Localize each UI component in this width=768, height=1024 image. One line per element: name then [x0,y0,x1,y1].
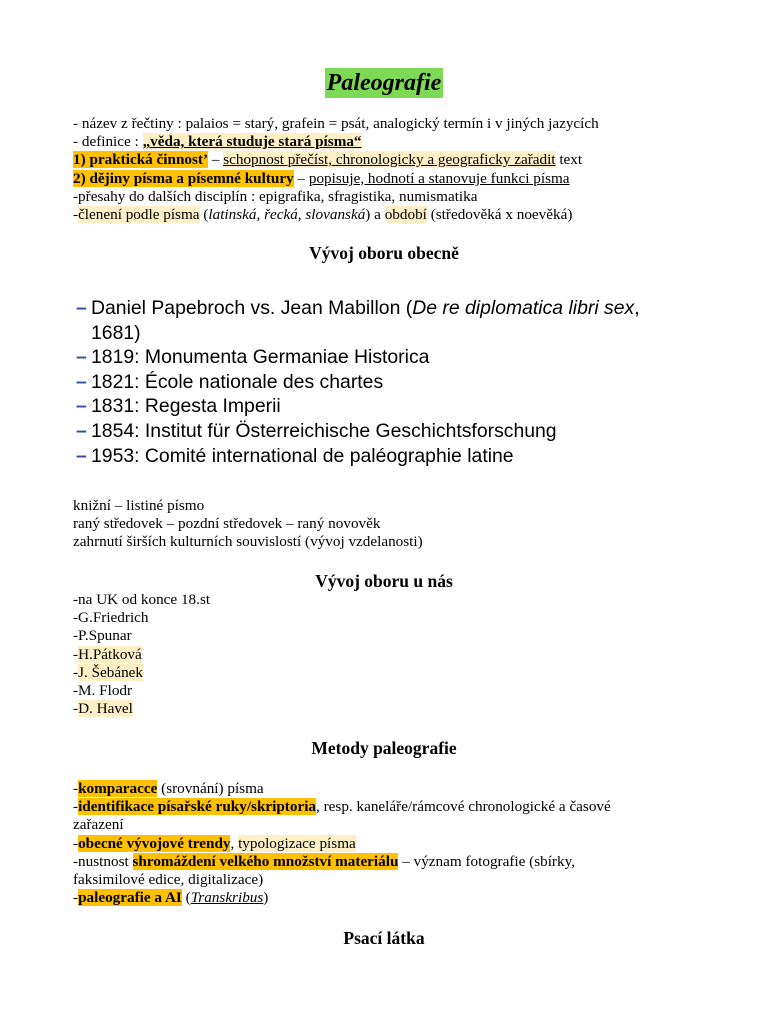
intro-line [73,206,703,224]
bullet-dash-icon: – [76,444,87,467]
text-line: zařazení [73,816,124,834]
text-line [73,835,703,853]
highlight-label: identifikace písařské ruky/skriptoria [78,798,317,816]
text-span: 1681) [91,321,141,344]
text-span: - [73,663,79,681]
bullet-dash-icon: – [76,297,87,319]
text-span: (středověká x noevěká) [426,206,573,224]
text-span: 1819: Monumenta Germaniae Historica [91,346,430,369]
text-span: , [230,834,239,852]
text-line: -P.Spunar [73,627,132,645]
bullet-dash-icon: – [76,395,87,418]
list-item [73,394,693,419]
highlight-text: typologizace písma [238,834,356,852]
text-line: faksimilové edice, digitalizace) [73,871,264,889]
list-item [73,296,693,321]
intro-block [73,115,703,224]
text-span: ( [199,206,209,224]
highlight-text: období [384,206,427,224]
intro-line [73,133,703,151]
text-span: 1854: Institut für Österreichische Geschichtsforschung [91,419,557,442]
text-span: – [208,151,224,169]
list-item-continuation [73,321,693,346]
text-line [73,646,703,664]
page-title: Paleografie [326,70,442,96]
highlight-text: D. Havel [78,700,133,718]
list-item [73,345,693,370]
intro-line: -přesahy do dalších disciplín : epigrafika, sfragistika, numismatika [73,187,478,205]
bullet-dash-icon: – [76,346,87,369]
text-span: Daniel Papebroch vs. Jean Mabillon ( [91,297,413,319]
text-span: 1821: École nationale des chartes [91,370,384,393]
italic-underlined-text: Transkribus [190,889,264,907]
list-item [73,370,693,395]
section-heading: Vývoj oboru u nás [315,571,453,591]
italic-text: latinská, řecká, slovanská [208,206,366,224]
definition-text: „věda, která studuje stará písma“ [142,133,362,151]
history-notes [73,497,703,552]
highlight-label: shromáždení velkého množství materiálu [132,852,399,870]
text-line [73,889,703,907]
czech-history-list [73,591,703,718]
text-span: (srovnání) písma [157,780,264,797]
list-item [73,419,693,444]
text-span: text [555,151,583,169]
text-line [73,700,703,718]
text-span: ( [181,889,191,907]
text-span: - [73,206,79,224]
highlight-text: J. Šebánek [78,663,144,681]
text-line [73,780,703,798]
text-line [73,853,703,871]
text-span: - [73,834,79,852]
text-span: , resp. kaneláře/rámcové chronologické a časové [316,798,611,816]
highlight-text: členení podle písma [78,206,200,224]
intro-line [73,151,703,169]
intro-line [73,170,703,188]
text-line: zahrnutí širších kulturních souvislostí (vývoj vzdelanosti) [73,533,423,551]
text-span: -nustnost [73,852,133,870]
text-span: - definice : [73,133,143,151]
methods-list [73,780,703,907]
text-span: - [73,780,79,797]
underlined-text: popisuje, hodnotí a stanovuje funkci písma [308,169,570,187]
text-span: - [73,645,79,663]
text-line: knižní – listiné písmo [73,497,205,514]
title-wrap [0,68,768,98]
list-item [73,444,693,469]
text-span: 1953: Comité international de paléographie latine [91,444,514,467]
underlined-text: schopnost přečíst, chronologicky a geograficky zařadit [223,151,556,169]
section-heading: Psací látka [343,928,425,948]
highlight-label: paleografie a AI [78,889,182,907]
highlight-text: H.Pátková [78,645,142,663]
text-span: - [73,798,79,816]
text-line: -G.Friedrich [73,609,149,627]
text-span: 1831: Regesta Imperii [91,395,281,418]
highlight-label: komparacce [78,780,158,797]
text-span: - [73,700,79,718]
text-span: - [73,889,79,907]
text-span: ) [263,889,269,907]
text-line [73,664,703,682]
text-span: – význam fotografie (sbírky, [398,852,575,870]
text-line [73,798,703,816]
text-span: ) a [365,206,385,224]
highlight-label: 1) praktická činnost’ [73,151,209,169]
bullet-dash-icon: – [76,419,87,442]
text-line: -M. Flodr [73,682,133,700]
italic-text: De re diplomatica libri sex [412,297,635,319]
text-span: – [293,169,309,187]
bullet-dash-icon: – [76,370,87,393]
text-span: , [634,297,640,319]
text-line: raný středovek – pozdní středovek – raný novověk [73,515,381,533]
highlight-label: 2) dějiny písma a písemné kultury [73,169,294,187]
section-heading: Metody paleografie [311,738,457,758]
section-heading: Vývoj oboru obecně [309,243,459,263]
highlight-label: obecné vývojové trendy [78,834,231,852]
history-slide-list [73,296,693,468]
text-line: -na UK od konce 18.st [73,591,211,608]
intro-line: - název z řečtiny : palaios = starý, grafein = psát, analogický termín i v jiných jazycích [73,115,599,132]
